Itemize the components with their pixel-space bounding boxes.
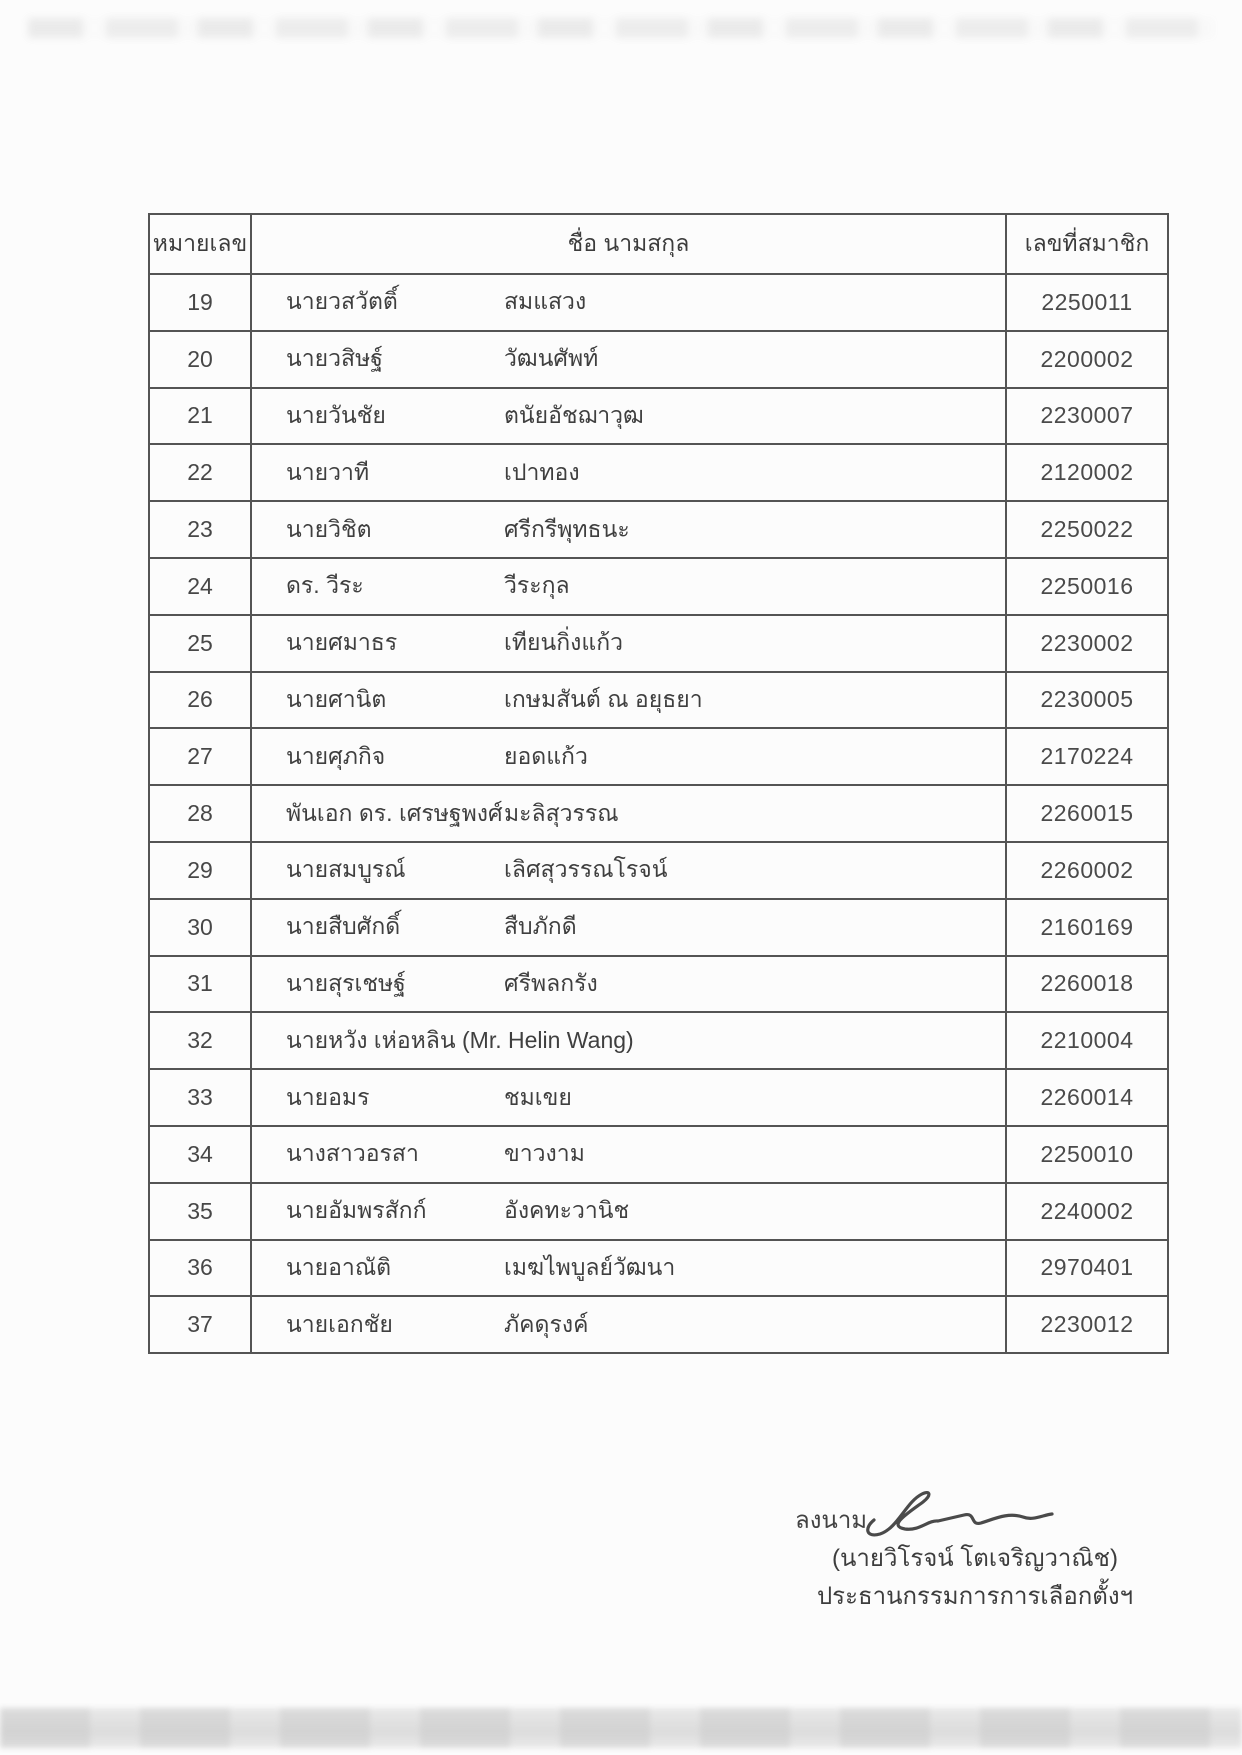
table-row bbox=[149, 274, 1168, 331]
row-name-cell bbox=[251, 501, 1006, 558]
table-row bbox=[149, 956, 1168, 1013]
member-id: 2160169 bbox=[1006, 899, 1168, 956]
given-name: นายสุรเชษฐ์ bbox=[286, 969, 406, 996]
row-name-cell bbox=[251, 956, 1006, 1013]
row-name-cell bbox=[251, 1012, 1006, 1069]
row-number: 28 bbox=[149, 785, 251, 842]
row-number: 34 bbox=[149, 1126, 251, 1183]
row-name-cell bbox=[251, 1296, 1006, 1353]
table-row bbox=[149, 558, 1168, 615]
row-name-cell bbox=[251, 1240, 1006, 1297]
table-row bbox=[149, 501, 1168, 558]
surname: เทียนกิ่งแก้ว bbox=[504, 629, 624, 656]
surname: เมฆไพบูลย์วัฒนา bbox=[504, 1253, 676, 1280]
member-table-header bbox=[149, 214, 1168, 274]
member-table bbox=[148, 213, 1169, 1354]
member-id: 2230002 bbox=[1006, 615, 1168, 672]
given-name: นายศมาธร bbox=[286, 629, 398, 656]
surname: ขาวงาม bbox=[504, 1140, 585, 1167]
given-name: นายสมบูรณ์ bbox=[286, 856, 406, 883]
given-name: นายศุภกิจ bbox=[286, 742, 386, 769]
row-name-cell bbox=[251, 1183, 1006, 1240]
given-name: นายวิชิต bbox=[286, 515, 372, 542]
row-name-cell bbox=[251, 331, 1006, 388]
surname: มะลิสุวรรณ bbox=[504, 799, 619, 826]
row-number: 36 bbox=[149, 1240, 251, 1297]
row-number: 33 bbox=[149, 1069, 251, 1126]
member-id: 2260018 bbox=[1006, 956, 1168, 1013]
given-name: นายเอกชัย bbox=[286, 1310, 393, 1337]
member-id: 2260015 bbox=[1006, 785, 1168, 842]
row-number: 37 bbox=[149, 1296, 251, 1353]
surname: อังคทะวานิช bbox=[504, 1197, 630, 1224]
surname: ศรีพลกรัง bbox=[504, 969, 598, 996]
row-number: 30 bbox=[149, 899, 251, 956]
member-id: 2120002 bbox=[1006, 444, 1168, 501]
row-number: 19 bbox=[149, 274, 251, 331]
member-id: 2230005 bbox=[1006, 672, 1168, 729]
given-name: นายหวัง เห่อหลิน (Mr. Helin Wang) bbox=[286, 1026, 634, 1053]
row-name-cell bbox=[251, 388, 1006, 445]
surname: เกษมสันต์ ณ อยุธยา bbox=[504, 685, 703, 712]
signature-text-block bbox=[740, 1540, 1210, 1616]
surname: ศรีกรีพุทธนะ bbox=[504, 515, 630, 542]
row-number: 23 bbox=[149, 501, 251, 558]
header-member-id: เลขที่สมาชิก bbox=[1006, 214, 1168, 274]
row-name-cell bbox=[251, 672, 1006, 729]
surname: ยอดแก้ว bbox=[504, 742, 588, 769]
table-row bbox=[149, 899, 1168, 956]
member-id: 2250016 bbox=[1006, 558, 1168, 615]
surname: เปาทอง bbox=[504, 458, 580, 485]
row-number: 22 bbox=[149, 444, 251, 501]
given-name: นายวาที bbox=[286, 458, 370, 485]
header-number: หมายเลข bbox=[149, 214, 251, 274]
table-row bbox=[149, 331, 1168, 388]
given-name: นายศานิต bbox=[286, 685, 387, 712]
member-id: 2230012 bbox=[1006, 1296, 1168, 1353]
member-id: 2250022 bbox=[1006, 501, 1168, 558]
table-row bbox=[149, 1296, 1168, 1353]
table-row bbox=[149, 1069, 1168, 1126]
row-name-cell bbox=[251, 1069, 1006, 1126]
row-number: 24 bbox=[149, 558, 251, 615]
member-id: 2250010 bbox=[1006, 1126, 1168, 1183]
surname: สืบภักดี bbox=[504, 913, 577, 940]
row-name-cell bbox=[251, 558, 1006, 615]
member-id: 2170224 bbox=[1006, 728, 1168, 785]
given-name: นายอัมพรสักก์ bbox=[286, 1197, 427, 1224]
signature-label: ลงนาม bbox=[795, 1507, 868, 1534]
table-row bbox=[149, 444, 1168, 501]
row-name-cell bbox=[251, 899, 1006, 956]
given-name: นายสืบศักดิ์ bbox=[286, 913, 401, 940]
given-name: นายอมร bbox=[286, 1083, 370, 1110]
row-number: 25 bbox=[149, 615, 251, 672]
surname: ชมเขย bbox=[504, 1083, 572, 1110]
given-name: พันเอก ดร. เศรษฐพงศ์ bbox=[286, 799, 503, 826]
surname: ตนัยอัชฌาวุฒ bbox=[504, 401, 644, 428]
row-number: 27 bbox=[149, 728, 251, 785]
surname: วัฒนศัพท์ bbox=[504, 345, 599, 372]
surname: เลิศสุวรรณโรจน์ bbox=[504, 856, 668, 883]
row-number: 32 bbox=[149, 1012, 251, 1069]
given-name: ดร. วีระ bbox=[286, 572, 364, 599]
scan-artifact-bottom bbox=[0, 1708, 1242, 1748]
member-id: 2210004 bbox=[1006, 1012, 1168, 1069]
table-row bbox=[149, 388, 1168, 445]
given-name: นางสาวอรสา bbox=[286, 1140, 419, 1167]
row-number: 35 bbox=[149, 1183, 251, 1240]
given-name: นายวสวัตติ์ bbox=[286, 288, 398, 315]
row-name-cell bbox=[251, 842, 1006, 899]
row-name-cell bbox=[251, 728, 1006, 785]
surname: ภัคดุรงค์ bbox=[504, 1310, 589, 1337]
member-id: 2260014 bbox=[1006, 1069, 1168, 1126]
table-row bbox=[149, 785, 1168, 842]
row-name-cell bbox=[251, 444, 1006, 501]
given-name: นายวสิษฐ์ bbox=[286, 345, 383, 372]
member-id: 2970401 bbox=[1006, 1240, 1168, 1297]
table-row bbox=[149, 615, 1168, 672]
given-name: นายวันชัย bbox=[286, 401, 386, 428]
row-name-cell bbox=[251, 785, 1006, 842]
member-id: 2250011 bbox=[1006, 274, 1168, 331]
surname: วีระกุล bbox=[504, 572, 570, 599]
row-number: 26 bbox=[149, 672, 251, 729]
signatory-name: (นายวิโรจน์ โตเจริญวาณิช) bbox=[832, 1545, 1118, 1572]
table-row bbox=[149, 1240, 1168, 1297]
scan-artifact-top bbox=[28, 18, 1214, 38]
row-name-cell bbox=[251, 274, 1006, 331]
row-number: 20 bbox=[149, 331, 251, 388]
row-number: 31 bbox=[149, 956, 251, 1013]
table-row bbox=[149, 728, 1168, 785]
member-id: 2240002 bbox=[1006, 1183, 1168, 1240]
row-number: 29 bbox=[149, 842, 251, 899]
table-row bbox=[149, 842, 1168, 899]
table-row bbox=[149, 1012, 1168, 1069]
header-fullname: ชื่อ นามสกุล bbox=[251, 214, 1006, 274]
member-id: 2200002 bbox=[1006, 331, 1168, 388]
given-name: นายอาณัติ bbox=[286, 1253, 392, 1280]
member-table-body bbox=[149, 274, 1168, 1353]
row-name-cell bbox=[251, 1126, 1006, 1183]
row-number: 21 bbox=[149, 388, 251, 445]
row-name-cell bbox=[251, 615, 1006, 672]
member-id: 2260002 bbox=[1006, 842, 1168, 899]
table-row bbox=[149, 1183, 1168, 1240]
table-row bbox=[149, 672, 1168, 729]
signatory-title: ประธานกรรมการการเลือกตั้งฯ bbox=[816, 1583, 1134, 1610]
surname: สมแสวง bbox=[504, 288, 587, 315]
member-id: 2230007 bbox=[1006, 388, 1168, 445]
table-row bbox=[149, 1126, 1168, 1183]
